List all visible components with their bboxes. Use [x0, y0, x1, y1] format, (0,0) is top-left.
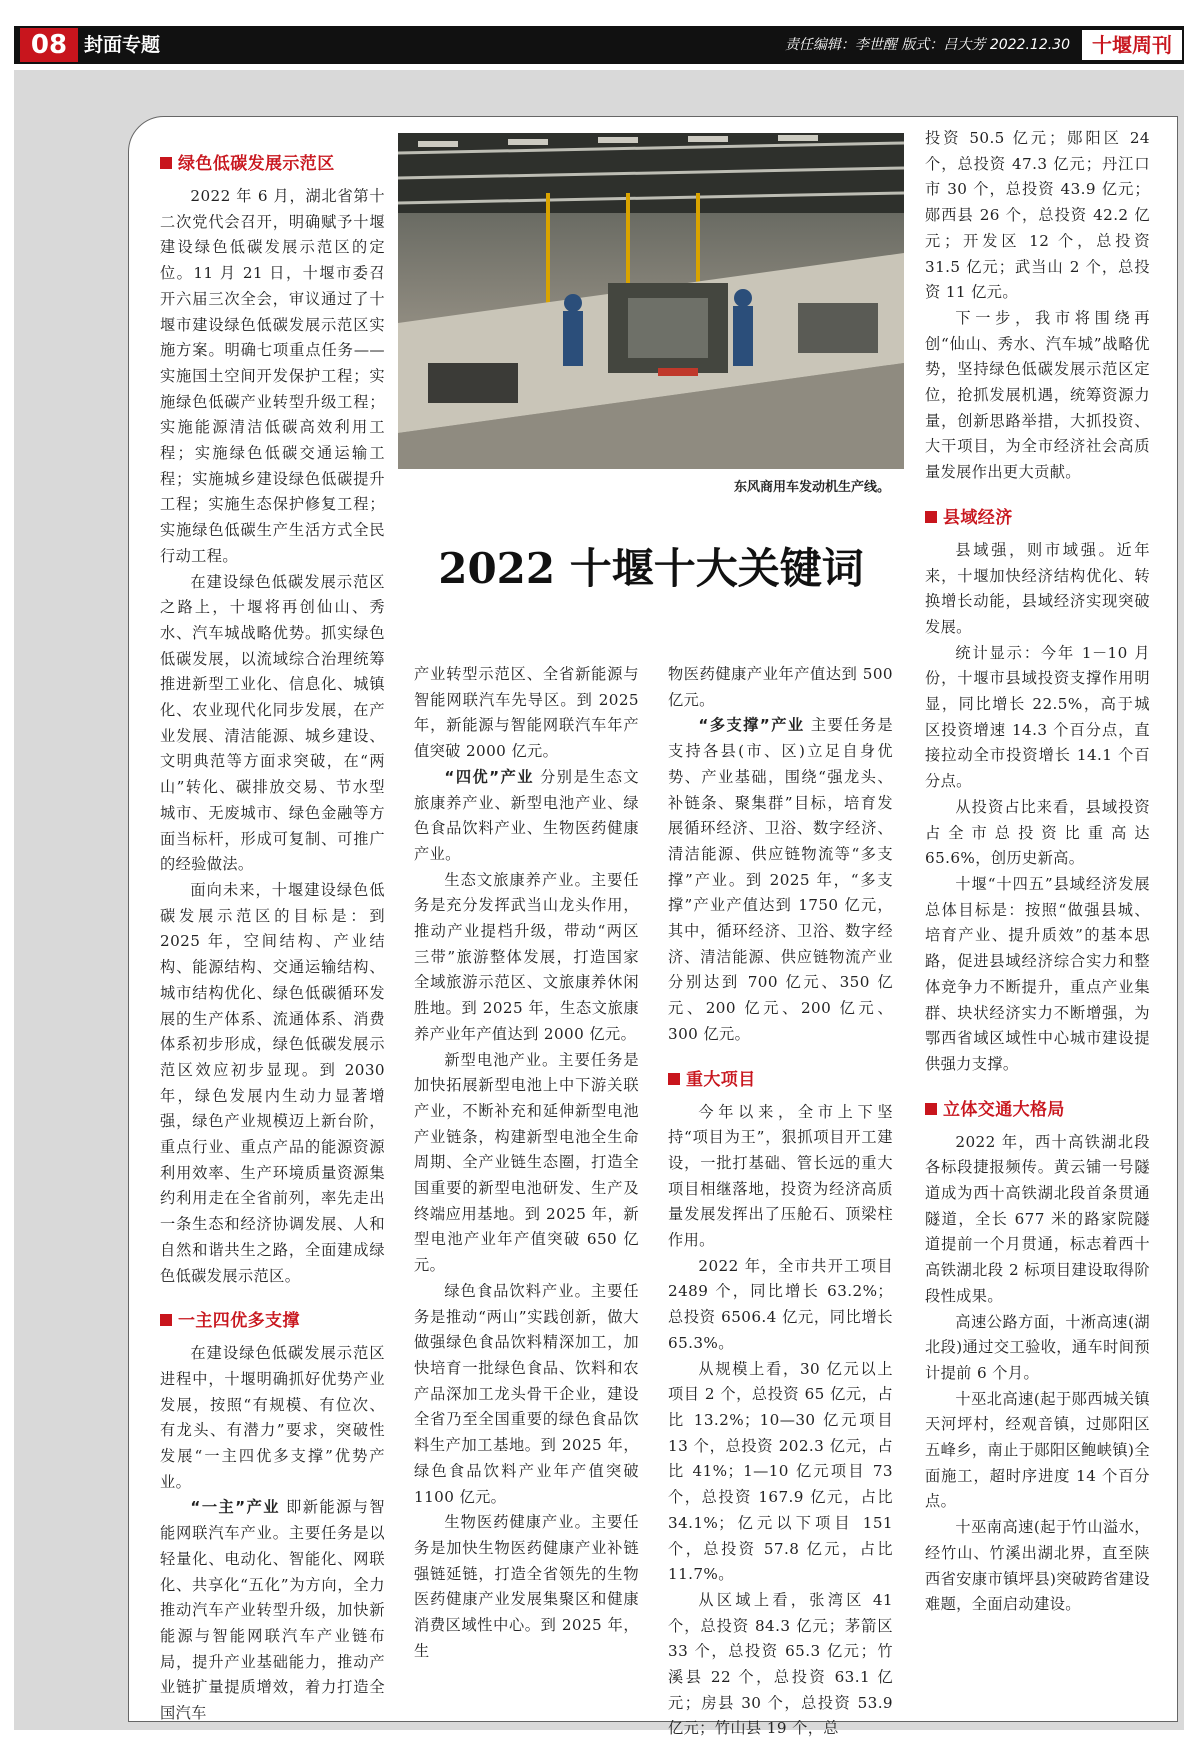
red-square-bullet-icon: [668, 1073, 680, 1085]
paragraph: 新型电池产业。主要任务是加快拓展新型电池上中下游关联产业，不断补充和延伸新型电池产业链条，构建新型电池全生命周期、全产业链生态圈，打造全国重要的新型电池研发、生产及终端应用基地。到 2025 年，新型电池产业年产值突破 650 亿元。: [414, 1050, 639, 1275]
column-4: [925, 126, 1150, 1618]
paragraph: 在建设绿色低碳发展示范区进程中，十堰明确抓好优势产业发展，按照“有规模、有位次、有龙头、有潜力”要求，突破性发展“一主四优多支撑”优势产业。: [160, 1344, 385, 1491]
paragraph: 统计显示：今年 1－10 月份，十堰市县域投资支撑作用明显，同比增长 22.5%，高于城区投资增速 14.3 个百分点，直接拉动全市投资增长 14.1 个百分点。: [925, 643, 1150, 791]
article-photo: [398, 133, 904, 469]
paragraph: 在建设绿色低碳发展示范区之路上，十堰将再创仙山、秀水、汽车城战略优势。抓实绿色低碳发展，以流域综合治理统筹推进新型工业化、信息化、城镇化、农业现代化同步发展，在产业发展、清洁能源、城乡建设、文明典范等方面求突破，在“两山”转化、碳排放交易、节水型城市、无废城市、绿色金融等方面当标杆，形成可复制、可推广的经验做法。: [160, 572, 385, 874]
paragraph: “一主”产业 即新能源与智能网联汽车产业。主要任务是以轻量化、电动化、智能化、网联化、共享化“五化”为方向，全力推动汽车产业转型升级，加快新能源与智能网联汽车产业链布局，提升产业基础能力，推动产业链扩量提质增效，着力打造全国汽车: [160, 1498, 385, 1723]
column-2: [414, 662, 639, 1664]
paragraph: 从投资占比来看，县域投资占全市总投资比重高达 65.6%，创历史新高。: [925, 797, 1150, 868]
paragraph: 2022 年 6 月，湖北省第十二次党代会召开，明确赋予十堰建设绿色低碳发展示范区的定位。11 月 21 日，十堰市委召开六届三次全会，审议通过了十堰市建设绿色低碳发展示范区实施方案。明确七项重点任务——实施国土空间开发保护工程；实施绿色低碳产业转型升级工程；实施能源清洁低碳高效利用工程；实施绿色低碳交通运输工程；实施城乡建设绿色低碳提升工程；实施生态保护修复工程；实施绿色低碳生产生活方式全民行动工程。: [160, 187, 385, 565]
paragraph: “多支撑”产业 主要任务是支持各县(市、区)立足自身优势、产业基础，围绕“强龙头、补链条、聚集群”目标，培育发展循环经济、卫浴、数字经济、清洁能源、供应链物流等“多支撑”产业。到 2025 年，“多支撑”产业产值达到 1750 亿元，其中，循环经济、卫浴、数字经济、清洁能源、供应链物流产业分别达到 700 亿元、350 亿元、200 亿元、200 亿元、300 亿元。: [668, 716, 894, 1043]
paragraph: 2022 年，全市共开工项目 2489 个，同比增长 63.2%；总投资 6506.4 亿元，同比增长 65.3%。: [668, 1256, 893, 1352]
paragraph: 县域强，则市域强。近年来，十堰加快经济结构优化、转换增长动能，县域经济实现突破发展。: [925, 540, 1150, 636]
paragraph: 十巫北高速(起于郧西城关镇天河坪村，经观音镇，过郧阳区五峰乡，南止于郧阳区鲍峡镇)全面施工，超时序进度 14 个百分点。: [925, 1389, 1150, 1511]
photo-caption: 东风商用车发动机生产线。: [733, 480, 890, 495]
page-number: 08: [20, 28, 78, 62]
keyword: “多支撑”产业: [698, 716, 805, 735]
paragraph: 投资 50.5 亿元；郧阳区 24 个，总投资 47.3 亿元；丹江口市 30 个，总投资 43.9 亿元；郧西县 26 个，总投资 42.2 亿元；开发区 12 个，总投资 31.5 亿元；武当山 2 个，总投资 11 亿元。: [925, 129, 1150, 302]
keyword: “一主”产业: [190, 1498, 280, 1517]
section-heading-main: 一主四优多支撑: [160, 1307, 385, 1335]
section-heading-project: 重大项目: [668, 1066, 893, 1094]
article-title: 2022 十堰十大关键词: [438, 544, 864, 593]
paragraph: 产业转型示范区、全省新能源与智能网联汽车先导区。到 2025 年，新能源与智能网联汽车年产值突破 2000 亿元。: [414, 665, 639, 761]
red-square-bullet-icon: [160, 1314, 172, 1326]
keyword: “四优”产业: [444, 767, 534, 786]
paragraph: 下一步，我市将围绕再创“仙山、秀水、汽车城”战略优势，坚持绿色低碳发展示范区定位，抢抓发展机遇，统筹资源力量，创新思路举措，大抓投资、大干项目，为全市经济社会高质量发展作出更大贡献。: [925, 308, 1150, 482]
production-line-illustration: [398, 133, 904, 469]
red-square-bullet-icon: [925, 1103, 937, 1115]
section-name: 封面专题: [84, 34, 161, 56]
paragraph: 从区域上看，张湾区 41 个，总投资 84.3 亿元；茅箭区 33 个，总投资 65.3 亿元；竹溪县 22 个，总投资 63.1 亿元；房县 30 个，总投资 53.9 亿元；竹山县 19 个，总: [668, 1590, 893, 1738]
paragraph: 十巫南高速(起于竹山溢水，经竹山、竹溪出湖北界，直至陕西省安康市镇坪县)突破跨省建设难题，全面启动建设。: [925, 1518, 1150, 1614]
paragraph: 高速公路方面，十淅高速(湖北段)通过交工验收，通车时间预计提前 6 个月。: [925, 1312, 1150, 1382]
paragraph: 十堰“十四五”县域经济发展总体目标是：按照“做强县城、培育产业、提升质效”的基本思路，促进县域经济综合实力和整体竞争力不断提升，重点产业集群、块状经济实力不断增强，为鄂西省域区域性中心城市建设提供强力支撑。: [925, 874, 1150, 1073]
paragraph: 绿色食品饮料产业。主要任务是推动“两山”实践创新，做大做强绿色食品饮料精深加工，加快培育一批绿色食品、饮料和农产品深加工龙头骨干企业，建设全省乃至全国重要的绿色食品饮料生产加工基地。到 2025 年，绿色食品饮料产业年产值突破 1100 亿元。: [414, 1281, 639, 1506]
paragraph: 今年以来，全市上下坚持“项目为王”，狠抓项目开工建设，一批打基础、管长远的重大项目相继落地，投资为经济高质量发展发挥出了压舱石、顶梁柱作用。: [668, 1102, 893, 1250]
paragraph: 生物医药健康产业。主要任务是加快生物医药健康产业补链强链延链，打造全省领先的生物医药健康产业发展集聚区和健康消费区域性中心。到 2025 年，生: [414, 1513, 639, 1660]
section-heading-county: 县域经济: [925, 504, 1150, 532]
paragraph: 从规模上看，30 亿元以上项目 2 个，总投资 65 亿元，占比 13.2%；10—30 亿元项目 13 个，总投资 202.3 亿元，占比 41%；1—10 亿元项目 73 个，总投资 167.9 亿元，占比 34.1%；亿元以下项目 151 个，总投资 57.8 亿元，占比 11.7%。: [668, 1359, 893, 1584]
paragraph: “四优”产业 分别是生态文旅康养产业、新型电池产业、绿色食品饮料产业、生物医药健康产业。: [414, 767, 639, 863]
red-square-bullet-icon: [160, 157, 172, 169]
red-square-bullet-icon: [925, 511, 937, 523]
section-heading-green: 绿色低碳发展示范区: [160, 150, 385, 178]
paragraph: 2022 年，西十高铁湖北段各标段捷报频传。黄云铺一号隧道成为西十高铁湖北段首条贯通隧道，全长 677 米的路家院隧道提前一个月贯通，标志着西十高铁湖北段 2 标项目建设取得阶段性成果。: [925, 1132, 1150, 1305]
paragraph: 面向未来，十堰建设绿色低碳发展示范区的目标是：到 2025 年，空间结构、产业结构、能源结构、交通运输结构、城市结构优化、绿色低碳循环发展的生产体系、流通体系、消费体系初步形成，绿色低碳发展示范区效应初步显现。到 2030 年，绿色发展内生动力显著增强，绿色产业规模迈上新台阶，重点行业、重点产品的能源资源利用效率、生产环境质量资源集约利用走在全省前列，率先走出一条生态和经济协调发展、人和自然和谐共生之路，全面建成绿色低碳发展示范区。: [160, 880, 385, 1285]
column-3: [668, 662, 893, 1742]
column-1: [160, 146, 385, 1727]
paragraph: 生态文旅康养产业。主要任务是充分发挥武当山龙头作用，推动产业提档升级，带动“两区三带”旅游整体发展，打造国家全域旅游示范区、文旅康养休闲胜地。到 2025 年，生态文旅康养产业年产值达到 2000 亿元。: [414, 870, 639, 1043]
paragraph: 物医药健康产业年产值达到 500 亿元。: [668, 665, 893, 709]
newspaper-brand: 十堰周刊: [1082, 30, 1182, 60]
section-heading-traffic: 立体交通大格局: [925, 1096, 1150, 1124]
editor-credits: 责任编辑：李世醒 版式：吕大芳 2022.12.30: [784, 37, 1070, 53]
